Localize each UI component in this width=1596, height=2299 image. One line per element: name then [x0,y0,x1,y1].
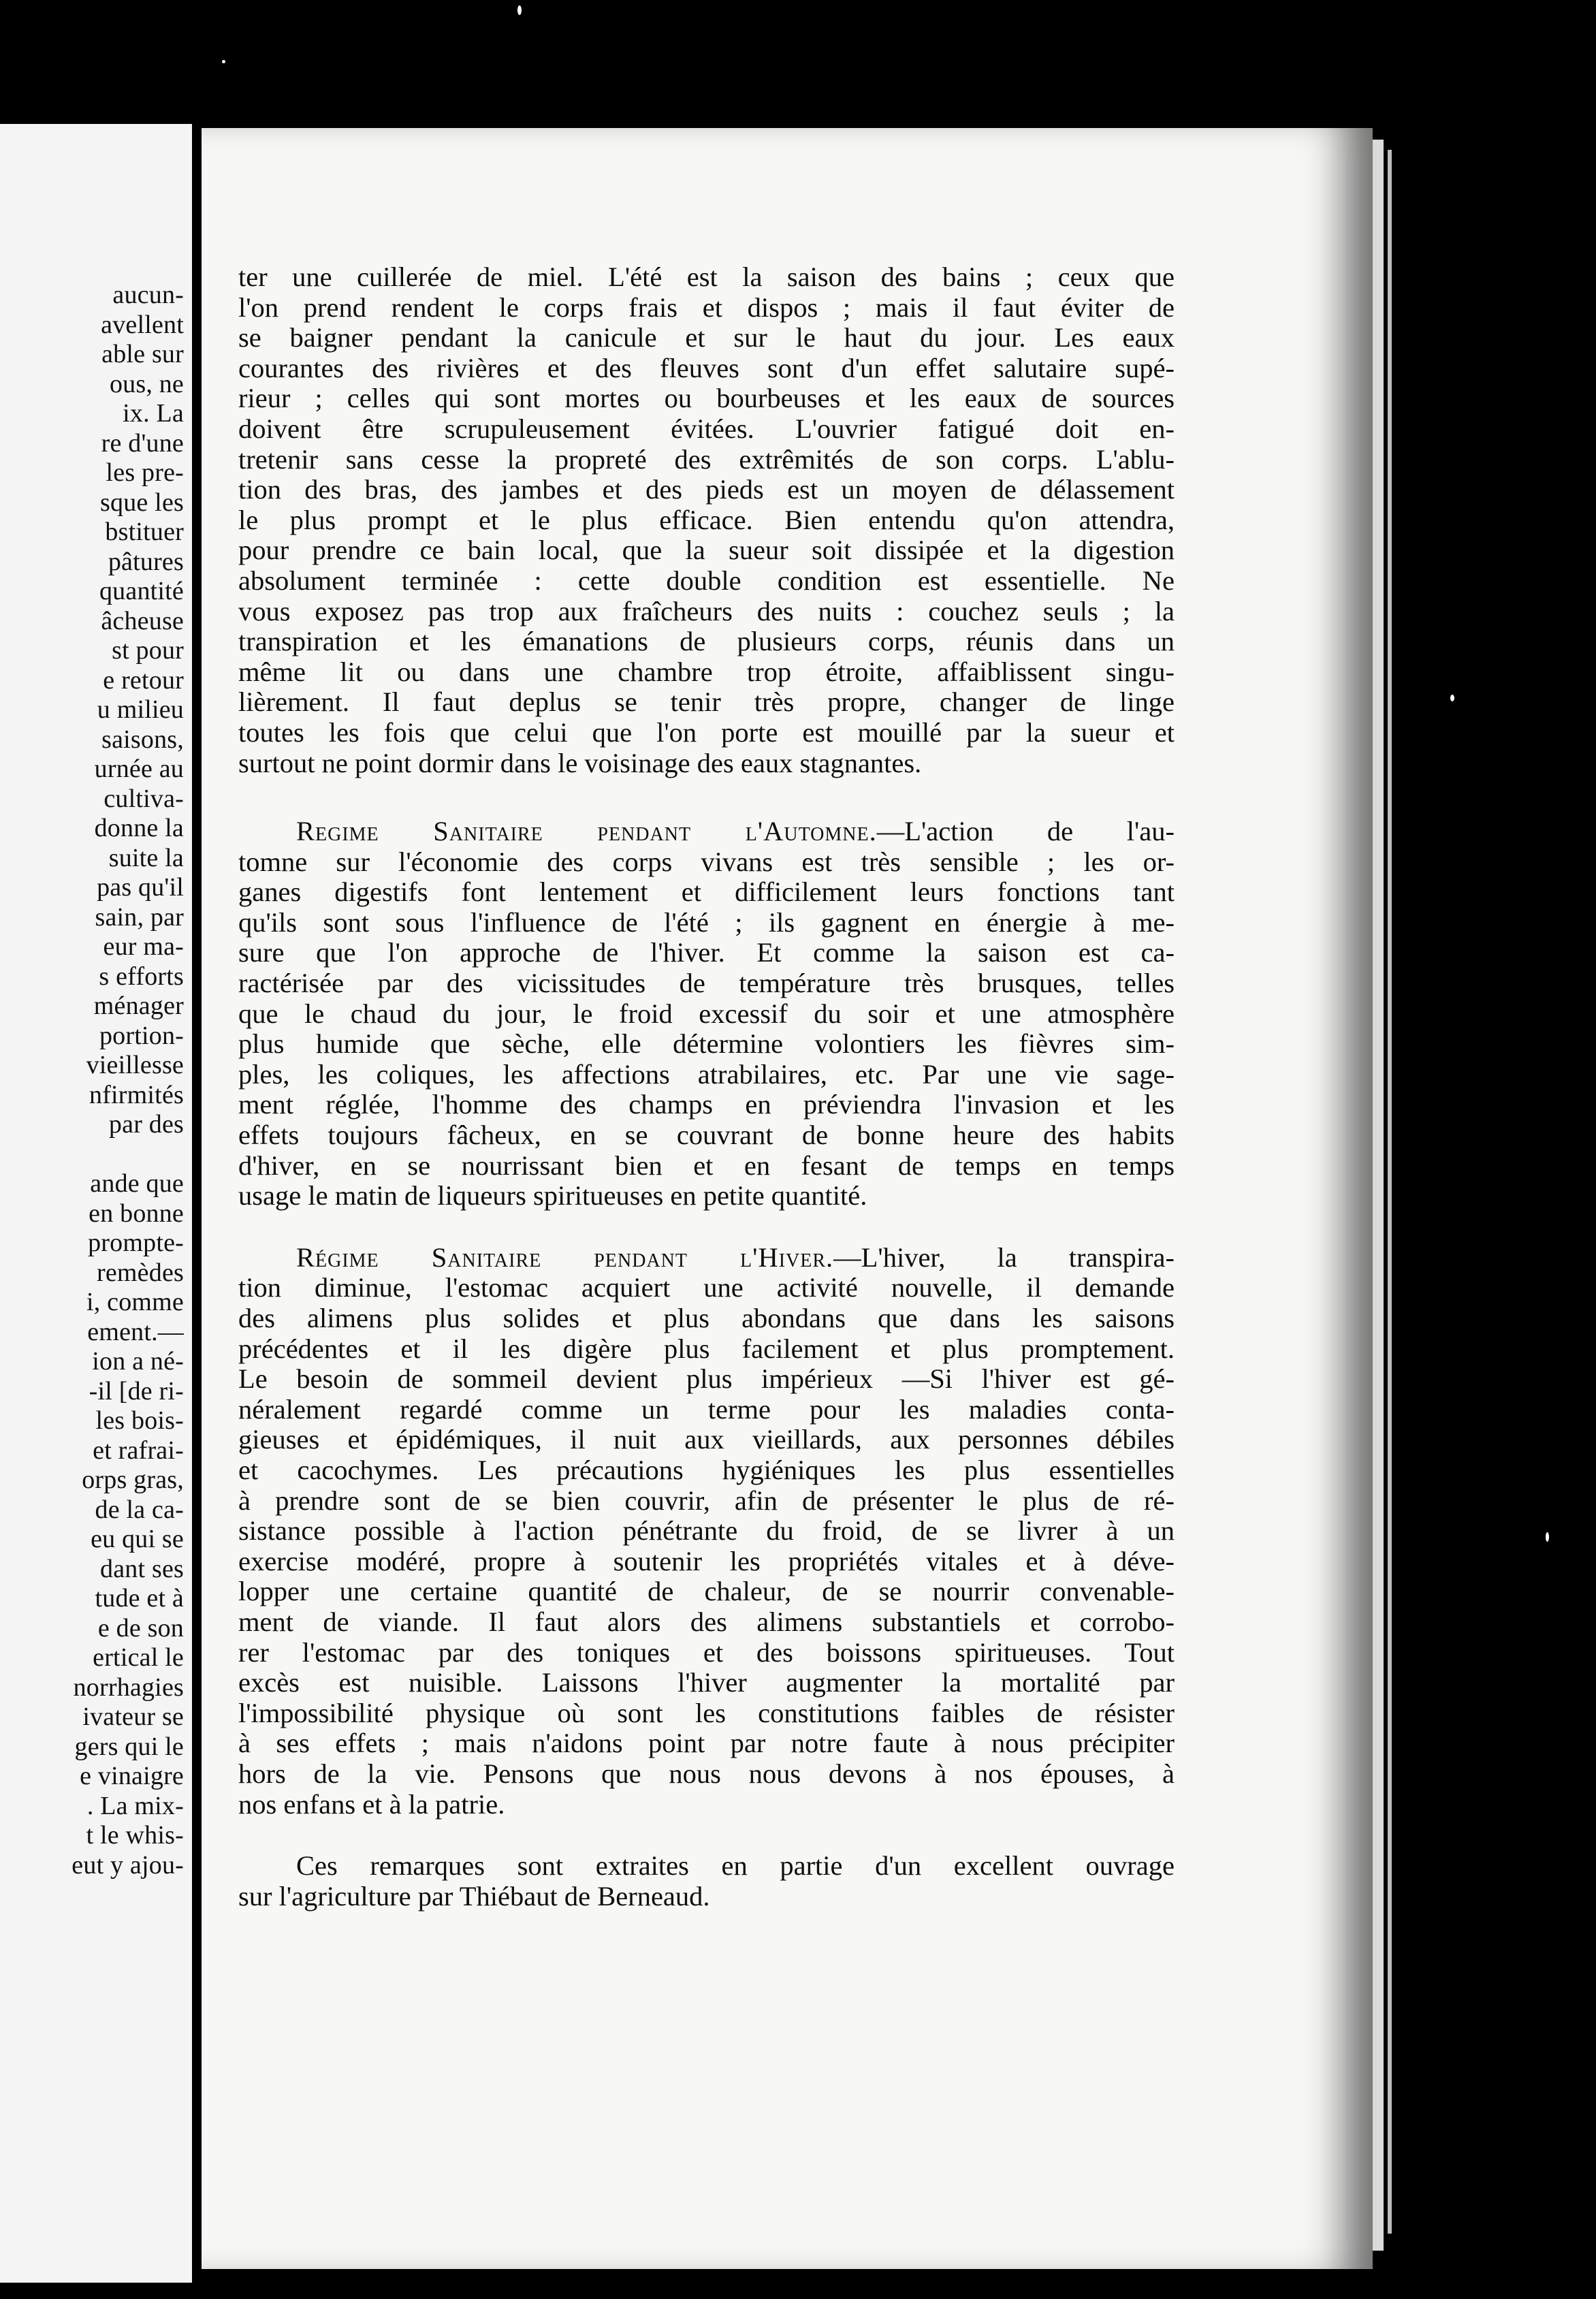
scan-speck [1450,695,1454,701]
scan-speck [222,60,225,63]
left-page-fragment: . La mix- [86,1791,184,1820]
text-line: usage le matin de liqueurs spiritueuses en petite quantité. [238,1180,867,1211]
text-line: ter une cuillerée de miel. L'été est la saison des bains ; ceux que [238,261,1175,292]
left-page-fragment: les bois- [95,1406,184,1435]
left-page-fragment: et rafrai- [93,1436,184,1465]
left-page [0,124,192,2283]
text-line: néralement regardé comme un terme pour les maladies conta- [238,1393,1175,1425]
winter-first-text: —L'hiver, la transpira- [833,1241,1175,1273]
text-line: Ces remarques sont extraites en partie d'un excellent ouvrage [296,1850,1175,1882]
text-line: plus humide que sèche, elle détermine volontiers les fièvres sim- [238,1028,1175,1060]
text-line: lièrement. Il faut deplus se tenir très propre, changer de linge [238,686,1175,718]
left-page-fragment: ion a né- [92,1347,184,1376]
left-page-fragment: i, comme [86,1288,184,1316]
text-line: effets toujours fâcheux, en se couvrant de bonne heure des habits [238,1120,1175,1151]
left-page-fragment: ménager [93,992,184,1020]
text-line: qu'ils sont sous l'influence de l'été ; ils gagnent en énergie à me- [238,906,1175,938]
text-line: et cacochymes. Les précautions hygiéniques les plus essentielles [238,1454,1175,1485]
text-line: tretenir sans cesse la propreté des extrêmités de son corps. L'ablu- [238,443,1175,475]
text-line: à ses effets ; mais n'aidons point par notre faute à nous précipiter [238,1728,1175,1759]
left-page-fragment: e de son [97,1613,184,1643]
text-line: l'impossibilité physique où sont les constitutions faibles de résister [238,1697,1175,1728]
left-page-fragment: avellent [101,310,184,339]
paragraph-gap [238,1820,1175,1851]
left-page-fragment: bstituer [105,518,184,546]
left-page-fragment: cultiva- [103,784,184,813]
paragraph-gap [238,778,1175,816]
text-line: sistance possible à l'action pénétrante du froid, de se livrer à un [238,1515,1175,1547]
autumn-heading: Regime Sanitaire pendant l'Automne. [296,816,877,847]
text-line: ganes digestifs font lentement et difficilement leurs fonctions tant [238,876,1175,908]
left-page-fragment: pâtures [108,547,184,576]
text-line: que le chaud du jour, le froid excessif du soir et une atmosphère [238,998,1175,1029]
text-line: ment réglée, l'homme des champs en préviendra l'invasion et les [238,1089,1175,1120]
text-line: sur l'agriculture par Thiébaut de Berneaud. [238,1880,710,1912]
left-page-fragment: -il [de ri- [89,1376,184,1406]
text-line: sure que l'on approche de l'hiver. Et comme la saison est ca- [238,937,1175,968]
left-page-fragment: u milieu [97,695,184,724]
left-page-fragment: portion- [99,1021,184,1050]
text-line: ractérisée par des vicissitudes de température très brusques, telles [238,968,1175,999]
left-page-fragment: sain, par [95,902,184,932]
text-line: Le besoin de sommeil devient plus impérieux —Si l'hiver est gé- [238,1363,1175,1395]
text-line: à prendre sont de se bien couvrir, afin de présenter le plus de ré- [238,1485,1175,1516]
text-line: ples, les coliques, les affections atrabilaires, etc. Par une vie sage- [238,1058,1175,1090]
page-edge-shadow [1388,150,1392,2234]
text-line: vous exposez pas trop aux fraîcheurs des nuits : couchez seuls ; la [238,595,1175,627]
left-page-fragment: pas qu'il [97,873,184,902]
text-line: ment de viande. Il faut alors des alimens substantiels et corrobo- [238,1606,1175,1637]
closing-paragraph [238,1851,1175,1912]
text-line: l'on prend rendent le corps frais et dispos ; mais il faut éviter de [238,291,1175,323]
text-line: surtout ne point dormir dans le voisinage des eaux stagnantes. [238,747,922,778]
left-page-fragment: ivateur se [82,1702,184,1731]
left-page-fragment: eut y ajou- [71,1850,184,1880]
autumn-first-text: —L'action de l'au- [876,816,1175,847]
left-page-fragment: donne la [94,814,184,842]
left-page-fragment [0,1140,184,1170]
left-page-fragment: s efforts [99,962,184,991]
left-page-fragment: vieillesse [86,1051,184,1079]
left-page-fragment: t le whis- [86,1821,184,1850]
left-page-fragment: re d'une [101,428,184,458]
text-line: absolument terminée : cette double condition est essentielle. Ne [238,565,1175,596]
left-page-fragment: ement.— [87,1317,184,1346]
left-page-fragment: st pour [112,636,184,665]
left-page-fragment: sque les [100,488,184,517]
left-page-fragment: e vinaigre [80,1762,184,1790]
text-line: lopper une certaine quantité de chaleur, de se nourrir convenable- [238,1576,1175,1607]
text-line: se baigner pendant la canicule et sur le haut du jour. Les eaux [238,322,1175,353]
left-page-fragment: prompte- [88,1228,184,1257]
left-page-fragment: able sur [101,340,184,368]
text-line: rer l'estomac par des toniques et des boissons spiritueuses. Tout [238,1636,1175,1668]
scan-speck [1546,1532,1549,1542]
text-line: hors de la vie. Pensons que nous nous devons à nos épouses, à [238,1758,1175,1789]
summer-paragraph [238,262,1175,778]
left-page-fragment: en bonne [89,1199,184,1228]
left-page-fragment: dant ses [100,1554,184,1583]
text-line: le plus prompt et le plus efficace. Bien entendu qu'on attendra, [238,504,1175,535]
article-body [238,262,1175,1912]
left-page-fragment: ix. La [123,399,184,428]
text-line: nos enfans et à la patrie. [238,1788,505,1820]
left-page-fragment: e retour [103,665,184,695]
text-line: exercise modéré, propre à soutenir les propriétés vitales et à déve- [238,1545,1175,1576]
autumn-first-line [238,816,1175,847]
text-line: excès est nuisible. Laissons l'hiver augmenter la mortalité par [238,1667,1175,1698]
text-line: transpiration et les émanations de plusieurs corps, réunis dans un [238,626,1175,657]
left-page-fragment: eu qui se [91,1525,184,1553]
left-page-fragment: urnée au [94,755,184,783]
text-line: toutes les fois que celui que l'on porte est mouillé par la sueur et [238,716,1175,748]
left-page-fragment: gers qui le [74,1732,184,1761]
text-line: tion diminue, l'estomac acquiert une activité nouvelle, il demande [238,1272,1175,1303]
text-line: pour prendre ce bain local, que la sueur soit dissipée et la digestion [238,535,1175,566]
paragraph-gap [238,1211,1175,1243]
text-line: gieuses et épidémiques, il nuit aux vieillards, aux personnes débiles [238,1424,1175,1455]
text-line: courantes des rivières et des fleuves sont d'un effet salutaire supé- [238,352,1175,383]
left-page-fragment: ande que [90,1169,184,1198]
text-line: même lit ou dans une chambre trop étroite, affaiblissent singu- [238,656,1175,687]
autumn-paragraph [238,816,1175,1211]
winter-paragraph [238,1243,1175,1820]
left-page-fragment: ertical le [93,1643,184,1672]
left-page-fragment: norrhagies [73,1672,184,1702]
text-line: tion des bras, des jambes et des pieds est un moyen de délassement [238,474,1175,505]
left-page-fragment: âcheuse [101,606,184,635]
left-page-fragment: nfirmités [89,1080,184,1109]
left-page-fragment: eur ma- [103,932,184,961]
scan-speck [517,5,522,15]
text-line: rieur ; celles qui sont mortes ou bourbeuses et les eaux de sources [238,383,1175,414]
left-page-text-fragments [0,281,184,1880]
left-page-fragment: tude et à [95,1584,184,1613]
text-line: doivent être scrupuleusement évitées. L'ouvrier fatigué doit en- [238,413,1175,444]
left-page-fragment: de la ca- [95,1495,184,1524]
left-page-fragment: remèdes [97,1258,184,1287]
text-line: tomne sur l'économie des corps vivans est très sensible ; les or- [238,846,1175,877]
text-line: précédentes et il les digère plus facilement et plus promptement. [238,1333,1175,1364]
left-page-fragment: orps gras, [82,1465,184,1494]
page-edge [1373,140,1384,2251]
winter-heading: Régime Sanitaire pendant l'Hiver. [296,1241,834,1273]
left-page-fragment: aucun- [112,281,184,309]
left-page-fragment: les pre- [106,458,184,487]
text-line: des alimens plus solides et plus abondans que dans les saisons [238,1303,1175,1333]
winter-first-line [238,1243,1175,1273]
left-page-fragment: ous, ne [109,369,184,398]
left-page-fragment: saisons, [101,725,184,754]
left-page-fragment: quantité [99,577,184,605]
left-page-fragment: par des [108,1110,184,1139]
left-page-fragment: suite la [108,843,184,872]
text-line: d'hiver, en se nourrissant bien et en fesant de temps en temps [238,1150,1175,1181]
